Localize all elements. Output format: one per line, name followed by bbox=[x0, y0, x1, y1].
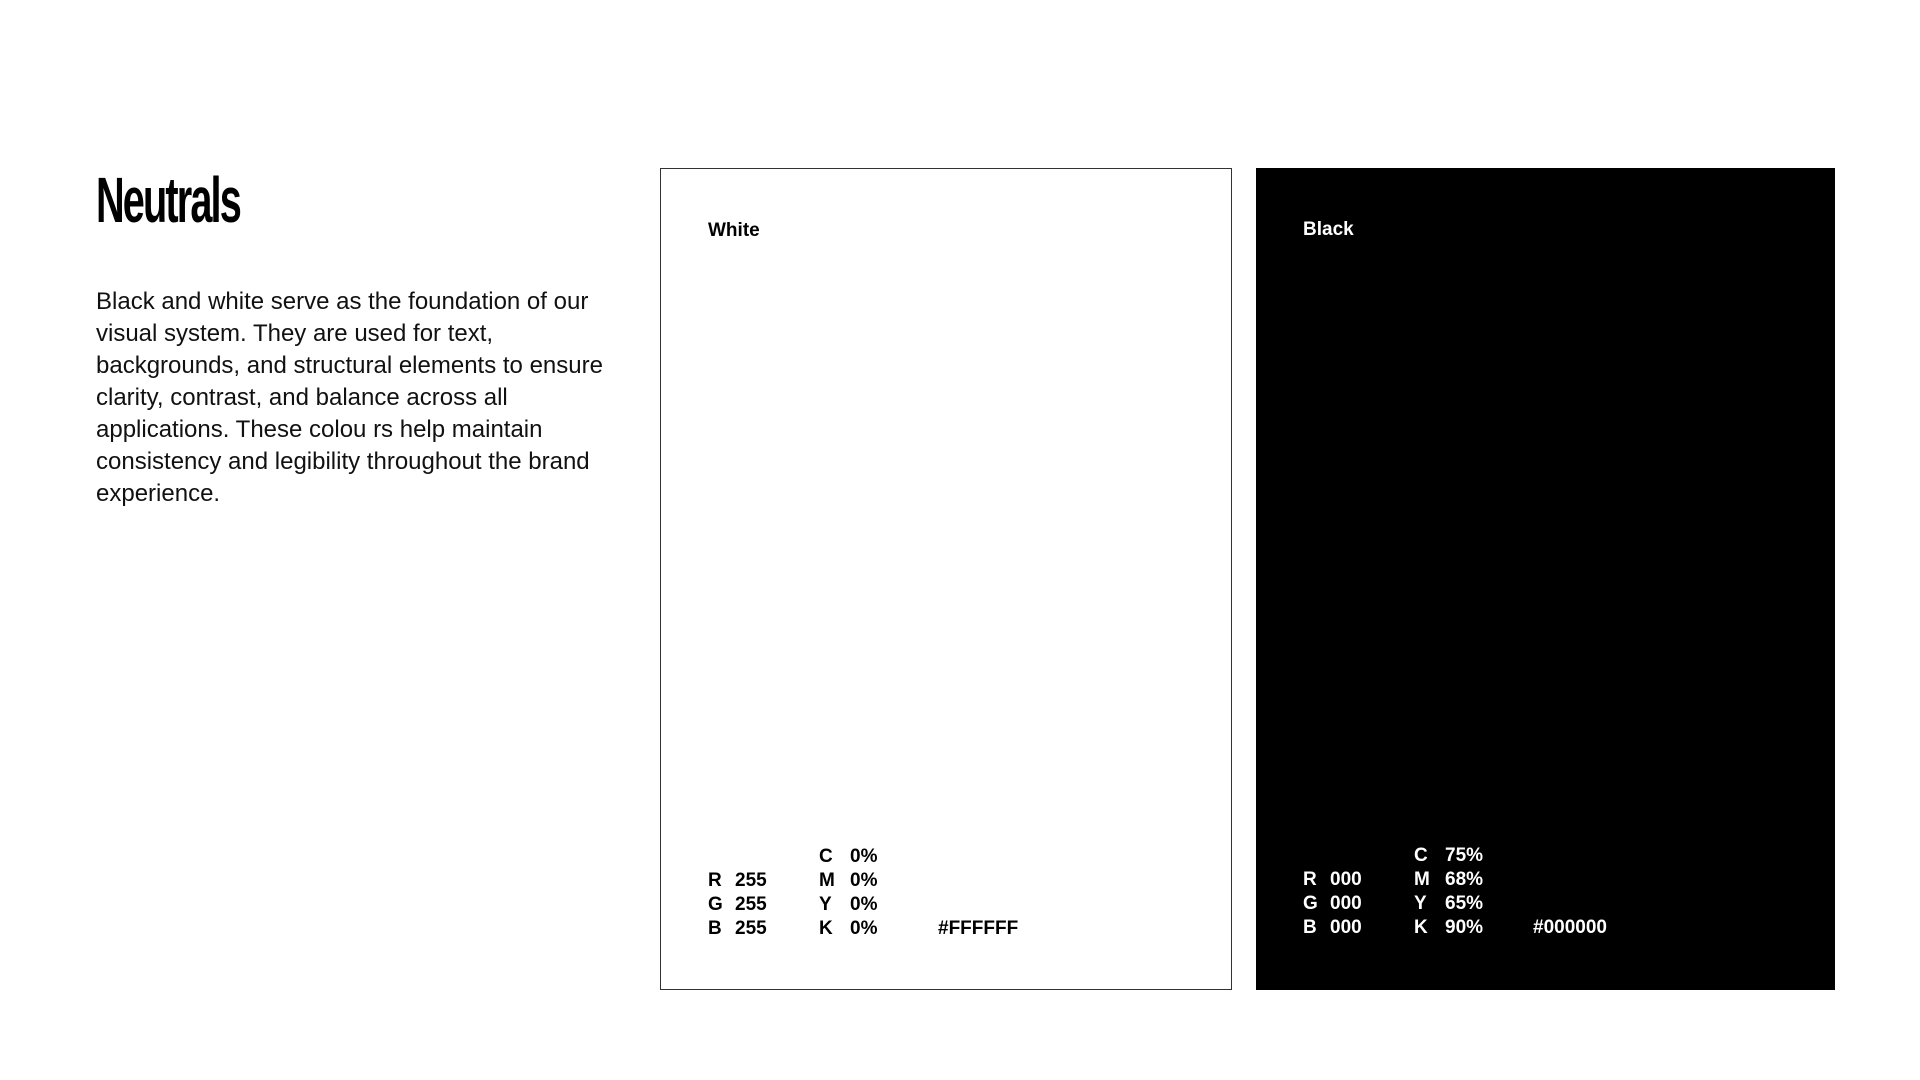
cmyk-c-value: 0% bbox=[850, 846, 878, 867]
cmyk-y-label: Y bbox=[1414, 893, 1427, 914]
rgb-r-value: 255 bbox=[735, 870, 767, 891]
page-title: Neutrals bbox=[96, 164, 240, 236]
cmyk-c-value: 75% bbox=[1445, 845, 1484, 866]
hex-value: #000000 bbox=[1533, 917, 1607, 938]
cmyk-m-value: 68% bbox=[1445, 869, 1484, 890]
rgb-g-label: G bbox=[1303, 893, 1318, 914]
cmyk-k-label: K bbox=[1414, 917, 1428, 938]
white-swatch-card bbox=[660, 168, 1232, 990]
cmyk-k-label: K bbox=[819, 918, 833, 939]
cmyk-y-label: Y bbox=[819, 894, 832, 915]
rgb-g-value: 000 bbox=[1330, 893, 1362, 914]
rgb-b-label: B bbox=[1303, 917, 1317, 938]
cmyk-m-label: M bbox=[1414, 869, 1430, 890]
cmyk-y-value: 65% bbox=[1445, 893, 1484, 914]
black-swatch-card bbox=[1256, 168, 1835, 990]
cmyk-k-value: 90% bbox=[1445, 917, 1484, 938]
swatch-name: White bbox=[708, 220, 760, 241]
rgb-b-label: B bbox=[708, 918, 722, 939]
rgb-g-label: G bbox=[708, 894, 723, 915]
swatch-name: Black bbox=[1303, 219, 1354, 240]
cmyk-m-value: 0% bbox=[850, 870, 878, 891]
cmyk-y-value: 0% bbox=[850, 894, 878, 915]
rgb-g-value: 255 bbox=[735, 894, 767, 915]
cmyk-c-label: C bbox=[1414, 845, 1428, 866]
hex-value: #FFFFFF bbox=[938, 918, 1019, 939]
page-description: Black and white serve as the foundation of our visual system. They are used for text, backgrounds, and structural elements to ensure clarity, contrast, and balance across all applications. These colou rs help maintain consistency and legibility throughout the brand experience. bbox=[96, 288, 603, 507]
rgb-r-label: R bbox=[1303, 869, 1317, 890]
rgb-r-label: R bbox=[708, 870, 722, 891]
cmyk-c-label: C bbox=[819, 846, 833, 867]
cmyk-m-label: M bbox=[819, 870, 835, 891]
rgb-b-value: 255 bbox=[735, 918, 767, 939]
rgb-r-value: 000 bbox=[1330, 869, 1362, 890]
rgb-b-value: 000 bbox=[1330, 917, 1362, 938]
cmyk-k-value: 0% bbox=[850, 918, 878, 939]
